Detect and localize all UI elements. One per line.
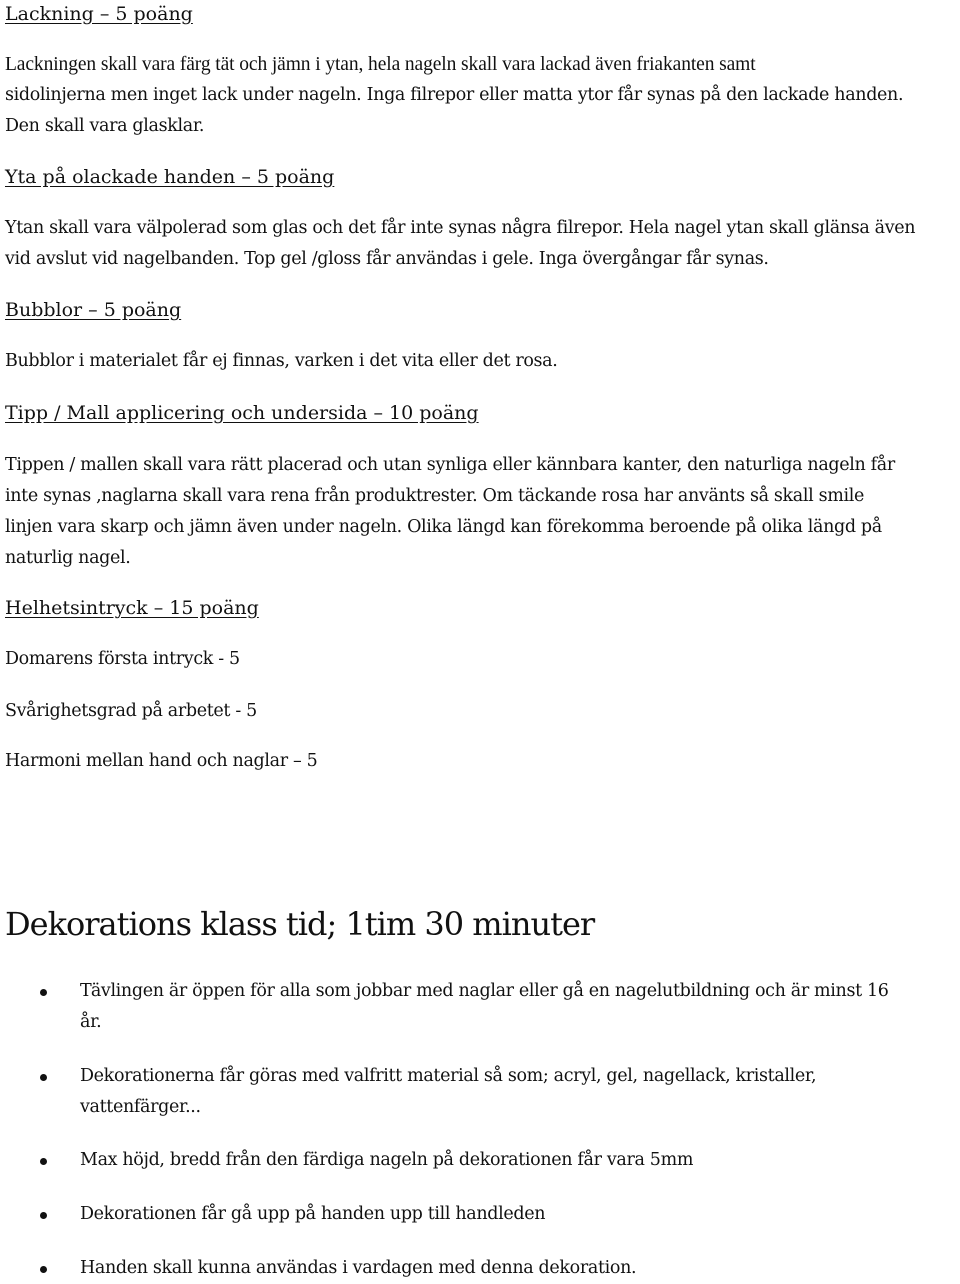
body-line: Den skall vara glasklar. bbox=[5, 116, 205, 136]
body-line: Tippen / mallen skall vara rätt placerad och utan synliga eller kännbara kanter, den naturliga nageln får bbox=[5, 455, 895, 475]
section-body-tipp bbox=[5, 450, 960, 574]
section-body-bubblor bbox=[5, 346, 960, 377]
list-item-line: år. bbox=[80, 1012, 102, 1032]
list-item-line: Tävlingen är öppen för alla som jobbar med naglar eller gå en nagelutbildning och är minst 16 bbox=[80, 981, 889, 1001]
score-item bbox=[5, 644, 960, 675]
body-line: sidolinjerna men inget lack under nageln. Inga filrepor eller matta ytor får synas på den lackade handen. bbox=[5, 85, 904, 105]
bullet-icon bbox=[40, 989, 47, 996]
section-heading-tipp: Tipp / Mall applicering och undersida – 10 poäng bbox=[5, 402, 479, 424]
body-line: linjen vara skarp och jämn även under nageln. Olika längd kan förekomma beroende på olika längd på bbox=[5, 517, 882, 537]
decoration-class-title: Dekorations klass tid; 1tim 30 minuter bbox=[5, 905, 595, 943]
section-heading-yta: Yta på olackade handen – 5 poäng bbox=[5, 166, 335, 188]
score-item bbox=[5, 746, 960, 777]
section-heading-helhetsintryck: Helhetsintryck – 15 poäng bbox=[5, 597, 259, 619]
bullet-icon bbox=[40, 1074, 47, 1081]
body-line: Bubblor i materialet får ej finnas, varken i det vita eller det rosa. bbox=[5, 351, 558, 371]
body-line: inte synas ,naglarna skall vara rena från produktrester. Om täckande rosa har använts så skall smile bbox=[5, 486, 864, 506]
list-item-line: Dekorationerna får göras med valfritt material så som; acryl, gel, nagellack, kristaller, bbox=[80, 1066, 817, 1086]
section-body-lackning bbox=[5, 49, 960, 142]
body-line: naturlig nagel. bbox=[5, 548, 131, 568]
body-line: Ytan skall vara välpolerad som glas och det får inte synas några filrepor. Hela nagel ytan skall glänsa även bbox=[5, 218, 916, 238]
bullet-icon bbox=[40, 1212, 47, 1219]
list-item-line: vattenfärger... bbox=[80, 1097, 201, 1117]
section-heading-lackning: Lackning – 5 poäng bbox=[5, 3, 193, 25]
score-item-text: Harmoni mellan hand och naglar – 5 bbox=[5, 751, 318, 771]
score-item bbox=[5, 696, 960, 727]
bullet-icon bbox=[40, 1266, 47, 1273]
list-item-line: Handen skall kunna användas i vardagen med denna dekoration. bbox=[80, 1258, 637, 1278]
list-item-line: Dekorationen får gå upp på handen upp till handleden bbox=[80, 1204, 546, 1224]
body-line: vid avslut vid nagelbanden. Top gel /gloss får användas i gele. Inga övergångar får synas. bbox=[5, 249, 769, 269]
score-item-text: Svårighetsgrad på arbetet - 5 bbox=[5, 701, 257, 721]
section-heading-bubblor: Bubblor – 5 poäng bbox=[5, 299, 182, 321]
body-line: Lackningen skall vara färg tät och jämn i ytan, hela nageln skall vara lackad även friakanten samt bbox=[5, 54, 756, 75]
section-body-yta bbox=[5, 213, 960, 275]
score-item-text: Domarens första intryck - 5 bbox=[5, 649, 240, 669]
bullet-icon bbox=[40, 1158, 47, 1165]
list-item-line: Max höjd, bredd från den färdiga nageln på dekorationen får vara 5mm bbox=[80, 1150, 694, 1170]
